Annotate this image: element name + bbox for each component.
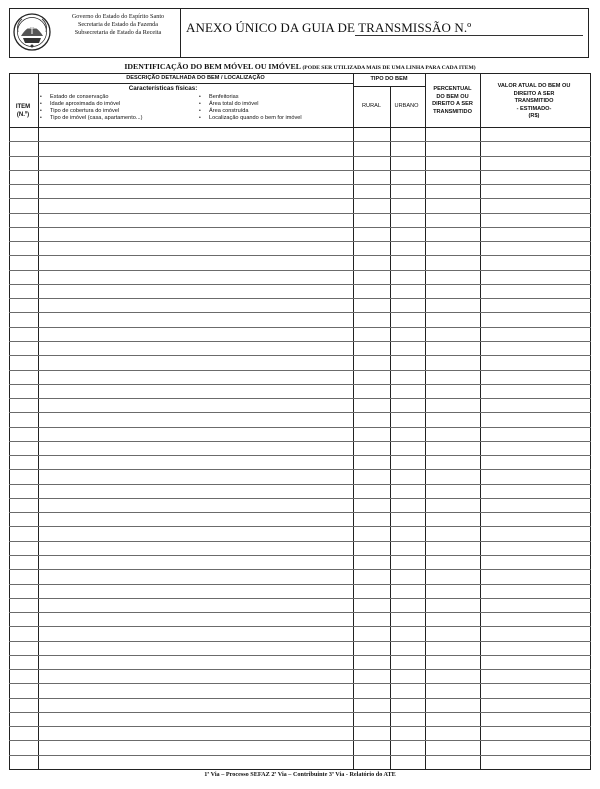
col-header-valor [481, 83, 587, 121]
bullet-tipo-cobertura: • Tipo de cobertura do imóvel [40, 108, 119, 115]
table-row[interactable] [9, 498, 591, 499]
caracteristicas-title: Características físicas: [128, 85, 198, 92]
table-row[interactable] [9, 213, 591, 214]
table-row[interactable] [9, 698, 591, 699]
bullet-benfeitorias: • Benfeitorias [199, 94, 239, 101]
table-row[interactable] [9, 512, 591, 513]
percentual-line4: TRANSMITIDO [433, 108, 472, 115]
bullet-area-construida: • Área construída [199, 108, 249, 115]
state-coat-of-arms-icon [12, 12, 52, 52]
table-row[interactable] [9, 740, 591, 741]
table-row[interactable] [9, 641, 591, 642]
table-row[interactable] [9, 683, 591, 684]
table-row[interactable] [9, 541, 591, 542]
table-row[interactable] [9, 298, 591, 299]
bullet-area-total: • Área total do imóvel [199, 101, 258, 108]
header-divider [180, 8, 181, 58]
table-row[interactable] [9, 156, 591, 157]
percentual-line2: DO BEM OU [436, 93, 469, 100]
table-row[interactable] [9, 327, 591, 328]
col-header-item [10, 104, 36, 119]
section-title: IDENTIFICAÇÃO DO BEM MÓVEL OU IMÓVEL [124, 62, 301, 71]
bullet-estado-conservacao: • Estado de conservação [40, 94, 108, 101]
table-row[interactable] [9, 612, 591, 613]
valor-line4: - ESTIMADO- [516, 105, 552, 112]
table-row[interactable] [9, 626, 591, 627]
table-row[interactable] [9, 284, 591, 285]
org-line-secretaria: Secretaria de Estado da Fazenda [77, 21, 159, 28]
table-row[interactable] [9, 598, 591, 599]
org-line-government: Governo do Estado do Espírito Santo [71, 13, 165, 20]
table-row[interactable] [9, 241, 591, 242]
header-line-tipo [353, 86, 425, 87]
table-row[interactable] [9, 712, 591, 713]
valor-line1: VALOR ATUAL DO BEM OU [497, 83, 571, 89]
table-row[interactable] [9, 584, 591, 585]
table-row[interactable] [9, 655, 591, 656]
table-row[interactable] [9, 198, 591, 199]
table-row[interactable] [9, 455, 591, 456]
table-row[interactable] [9, 469, 591, 470]
organization-block [58, 13, 178, 37]
col-header-tipo-do-bem: TIPO DO BEM [370, 76, 408, 82]
item-header-line2: (N.º) [16, 111, 30, 118]
bullet-localizacao: • Localização quando o bem for imóvel [199, 115, 302, 122]
section-note: (PODE SER UTILIZADA MAIS DE UMA LINHA PARA CADA ITEM) [302, 65, 476, 71]
table-row[interactable] [9, 170, 591, 171]
table-row[interactable] [9, 669, 591, 670]
table-row[interactable] [9, 227, 591, 228]
table-row[interactable] [9, 141, 591, 142]
col-header-percentual [425, 86, 480, 116]
table-row[interactable] [9, 398, 591, 399]
table-row[interactable] [9, 484, 591, 485]
table-row[interactable] [9, 384, 591, 385]
table-row[interactable] [9, 255, 591, 256]
org-line-subsecretaria: Subsecretaria de Estado da Receita [74, 29, 162, 36]
table-row[interactable] [9, 427, 591, 428]
valor-line5: (R$) [528, 113, 540, 119]
percentual-line1: PERCENTUAL [433, 86, 472, 92]
table-row[interactable] [9, 312, 591, 313]
section-heading [12, 62, 588, 71]
table-row[interactable] [9, 412, 591, 413]
table-row[interactable] [9, 341, 591, 342]
table-row[interactable] [9, 569, 591, 570]
table-row[interactable] [9, 555, 591, 556]
bullet-tipo-imovel: • Tipo de imóvel (casa, apartamento...) [40, 115, 142, 122]
table-row[interactable] [9, 526, 591, 527]
document-title: ANEXO ÚNICO DA GUIA DE TRANSMISSÃO N.º [186, 20, 472, 35]
table-row[interactable] [9, 355, 591, 356]
table-row[interactable] [9, 370, 591, 371]
table-row[interactable] [9, 270, 591, 271]
entry-rows[interactable] [9, 127, 591, 769]
header-line-descricao [38, 83, 353, 84]
valor-line3: TRANSMITIDO [514, 98, 554, 104]
col-header-descricao: DESCRIÇÃO DETALHADA DO BEM / LOCALIZAÇÃO [126, 75, 265, 81]
table-row[interactable] [9, 441, 591, 442]
percentual-line3: DIREITO A SER [432, 101, 473, 107]
col-header-urbano: URBANO [394, 103, 419, 109]
table-row[interactable] [9, 726, 591, 727]
bullet-idade-aproximada: • Idade aproximada do imóvel [40, 101, 120, 108]
table-row[interactable] [9, 755, 591, 756]
footer-copies: 1ª Via – Processo SEFAZ 2ª Via – Contribuinte 3ª Via - Relatório do ATE [204, 771, 396, 778]
guide-number-field[interactable] [355, 35, 583, 36]
table-row[interactable] [9, 184, 591, 185]
col-header-rural: RURAL [362, 103, 381, 109]
valor-line2: DIREITO A SER [513, 90, 555, 97]
item-header-line1: ITEM [15, 104, 31, 110]
